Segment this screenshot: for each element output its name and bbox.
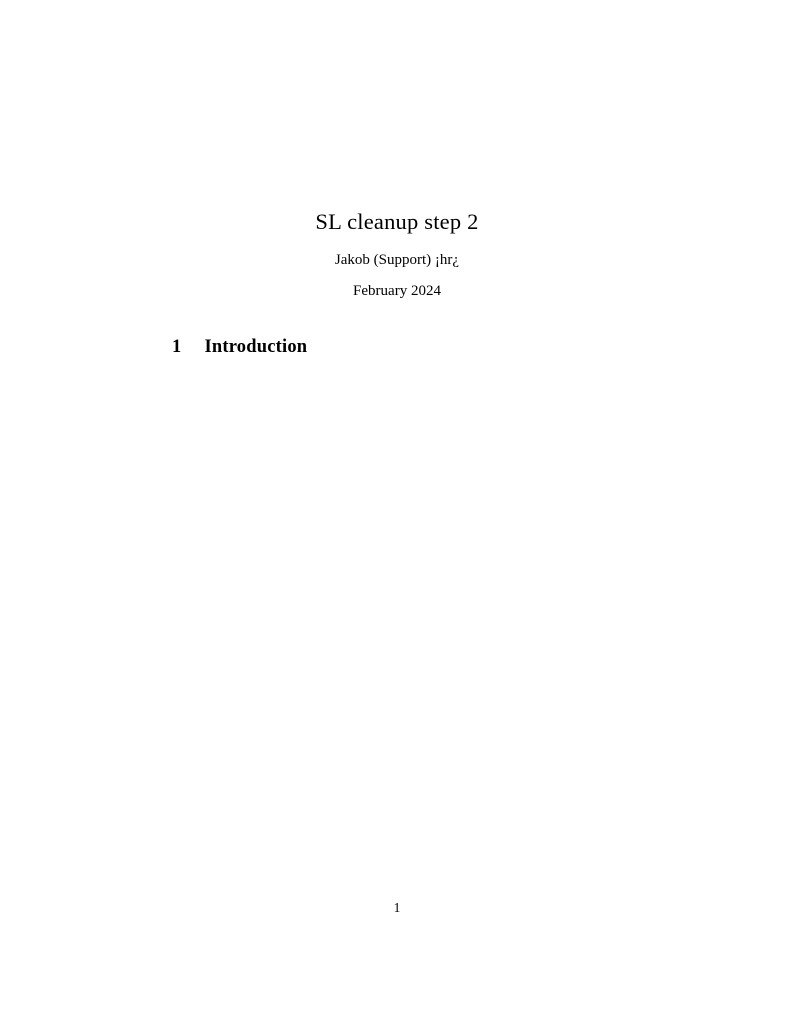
document-author: Jakob (Support) ¡hr¿ <box>334 252 460 268</box>
section-number: 1 <box>172 337 182 357</box>
page-number: 1 <box>393 900 401 915</box>
document-title: SL cleanup step 2 <box>315 209 479 234</box>
section-heading <box>172 337 307 358</box>
section-title: Introduction <box>204 337 308 357</box>
document-date: February 2024 <box>353 283 441 299</box>
